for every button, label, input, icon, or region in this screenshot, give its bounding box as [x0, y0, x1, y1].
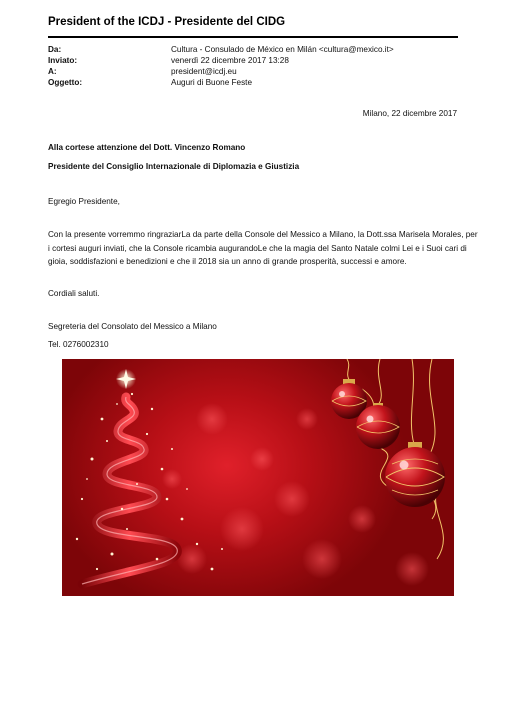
signature: Segreteria del Consolato del Messico a Milano: [48, 322, 217, 331]
header-row-to: [48, 66, 458, 77]
from-label: Da:: [48, 45, 62, 54]
christmas-illustration: [62, 359, 454, 596]
from-value: Cultura - Consulado de México en Milán <cultura@mexico.it>: [171, 45, 394, 54]
title-divider: [48, 36, 458, 38]
header-row-subject: [48, 77, 458, 88]
closing: Cordiali saluti.: [48, 289, 100, 298]
body-line: Con la presente vorremmo ringraziarLa da parte della Console del Messico a Milano, la Dott.ssa Marisela Morales, per: [48, 230, 478, 239]
to-value: president@icdj.eu: [171, 67, 237, 76]
letter-body: [48, 228, 478, 269]
sent-label: Inviato:: [48, 56, 78, 65]
attention-line: Alla cortese attenzione del Dott. Vincenzo Romano: [48, 143, 246, 152]
body-line: i cortesi auguri inviati, che la Console ricambia augurandoLe che la magia del Santo Natale colmi Lei e i Suoi cari di: [48, 243, 467, 253]
email-header: [48, 44, 458, 88]
letter-date: Milano, 22 dicembre 2017: [362, 109, 457, 118]
to-label: A:: [48, 67, 57, 76]
salutation: Egregio Presidente,: [48, 197, 120, 206]
sent-value: venerdì 22 dicembre 2017 13:28: [171, 56, 289, 65]
recipient-title: Presidente del Consiglio Internazionale di Diplomazia e Giustizia: [48, 162, 300, 171]
subject-label: Oggetto:: [48, 78, 83, 87]
phone: Tel. 0276002310: [48, 340, 109, 349]
christmas-card-image: [62, 359, 454, 596]
page-title: President of the ICDJ - Presidente del CIDG: [48, 16, 286, 28]
ornament-large: [385, 442, 445, 507]
header-row-sent: [48, 55, 458, 66]
body-line: gioia, soddisfazioni e benedizioni e che il 2018 sia un anno di grande prosperità, successi e amore.: [48, 257, 407, 266]
subject-value: Auguri di Buone Feste: [171, 78, 253, 87]
header-row-from: [48, 44, 458, 55]
